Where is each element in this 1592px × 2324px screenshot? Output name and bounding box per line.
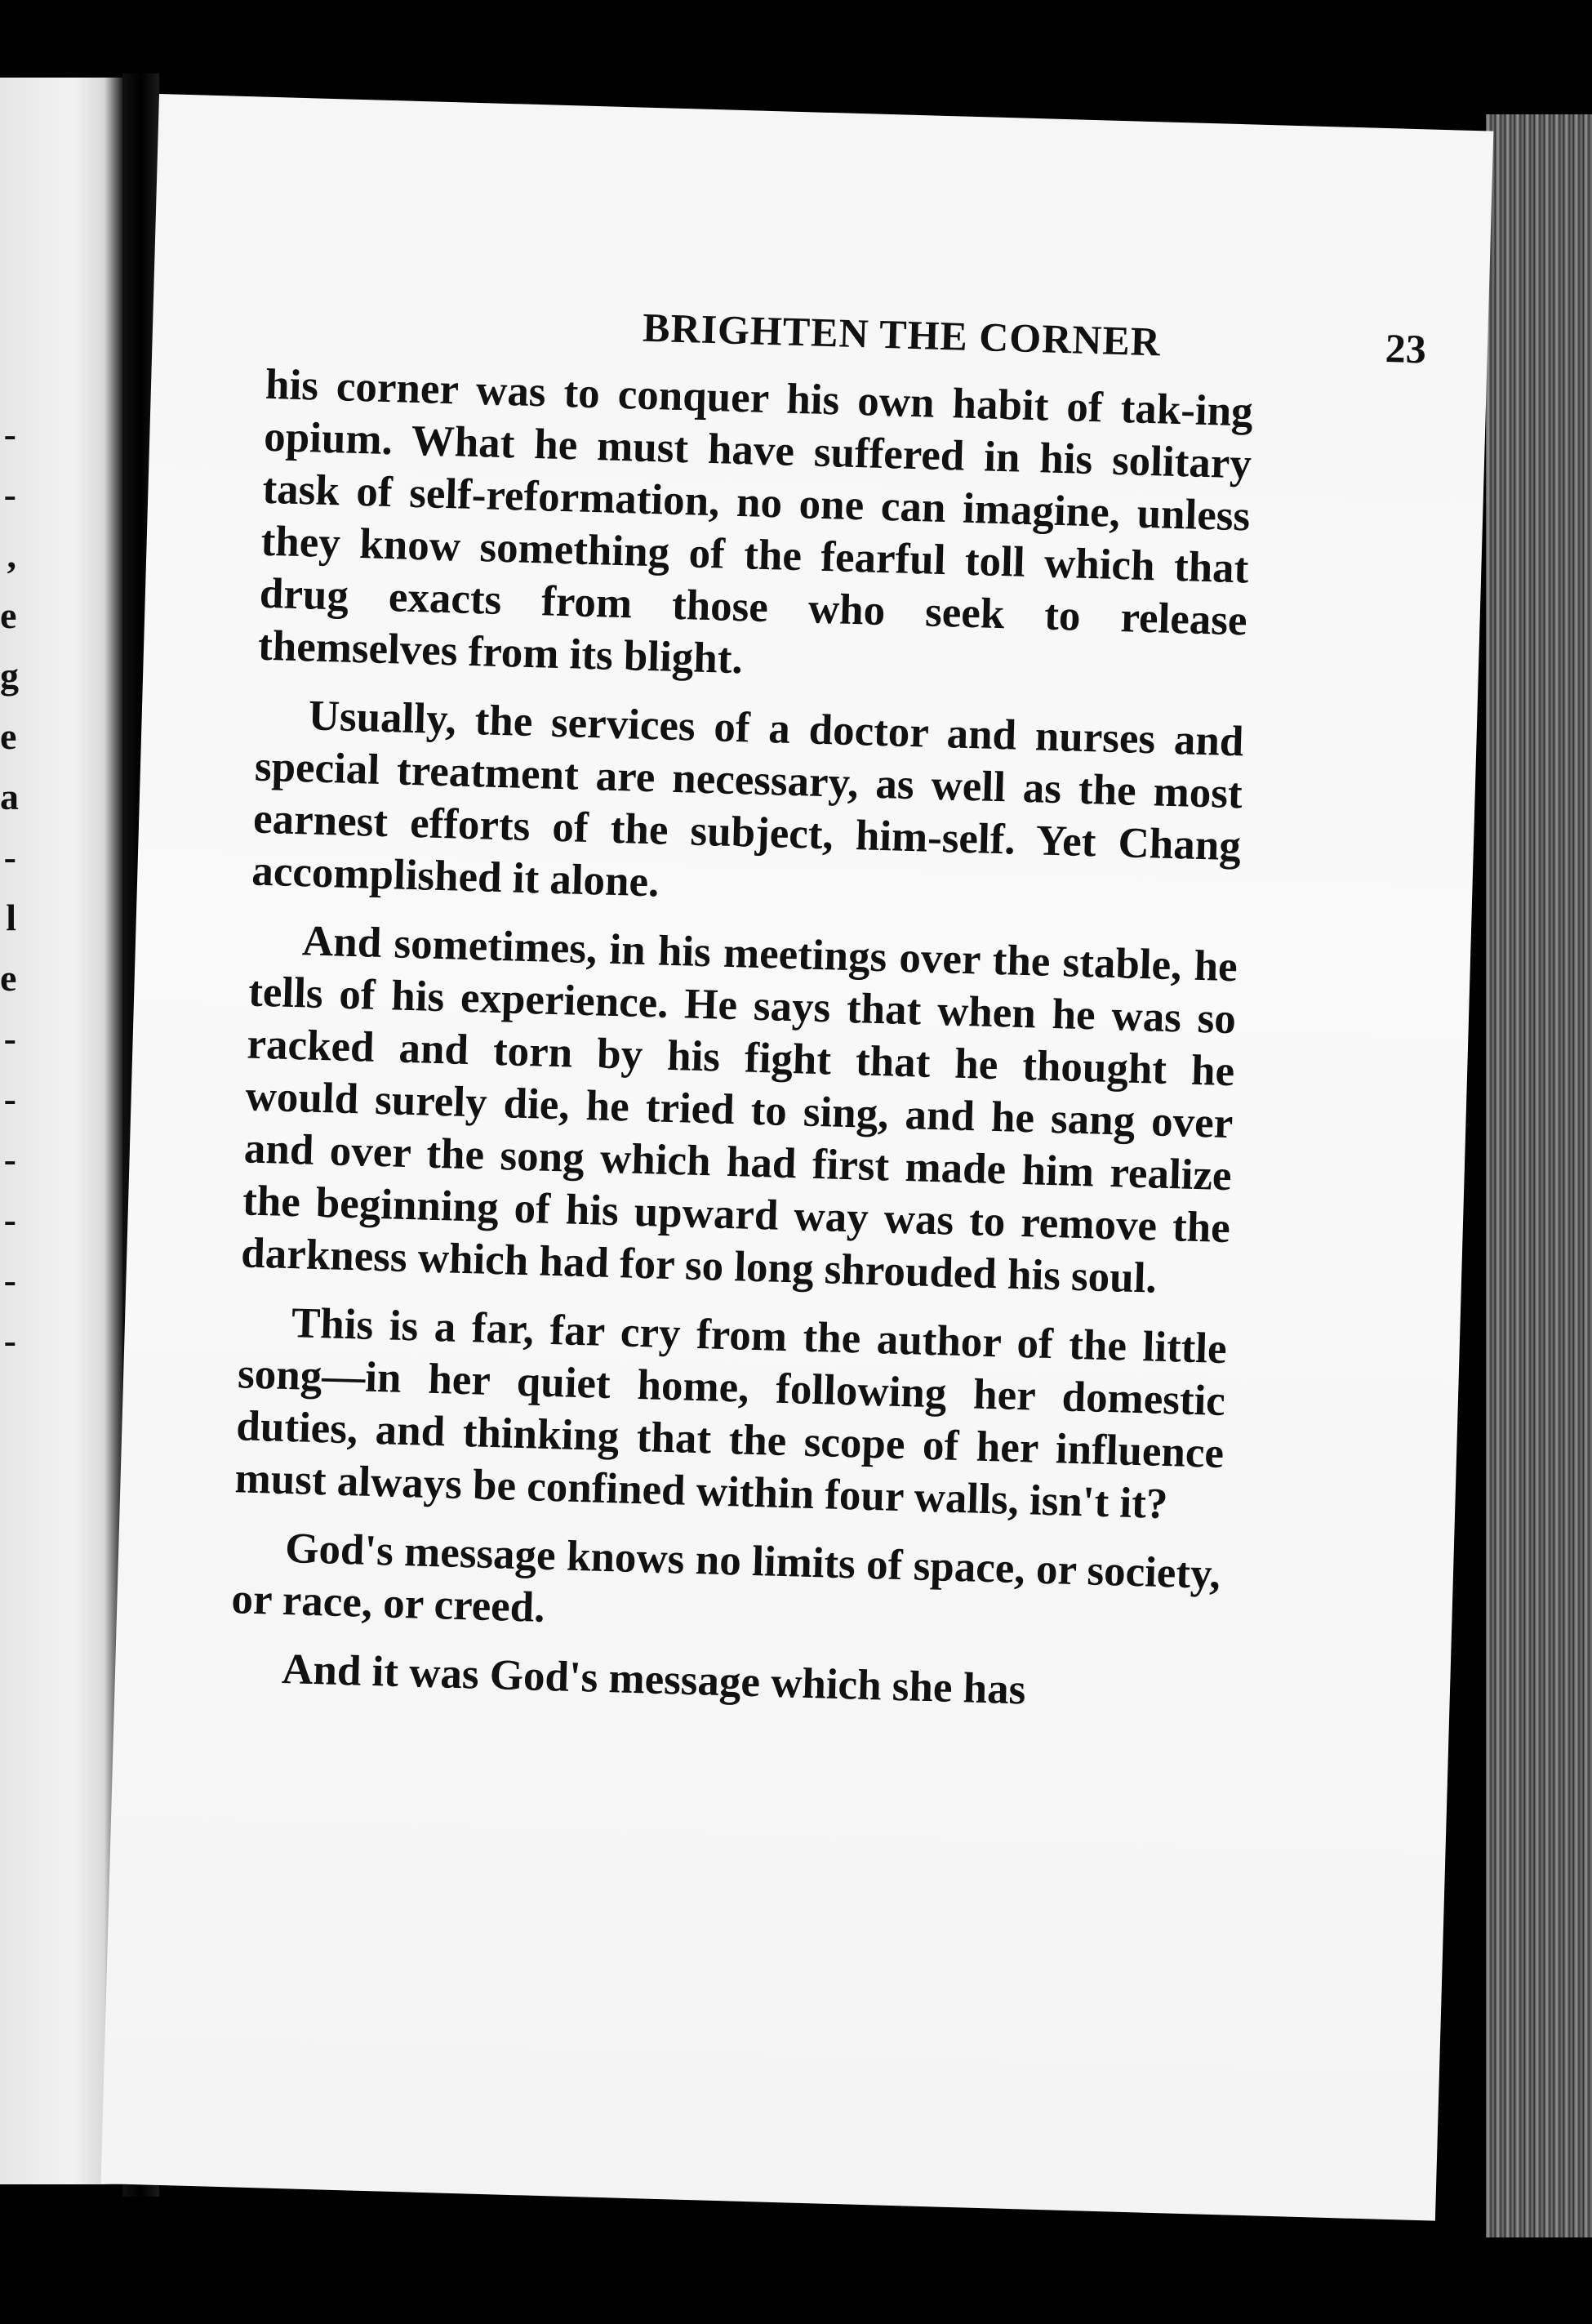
book-page — [101, 94, 1494, 2221]
left-edge-char: - — [3, 474, 16, 515]
left-edge-char: g — [0, 655, 19, 697]
page-edges — [1486, 114, 1592, 2237]
left-edge-char: e — [0, 715, 17, 757]
left-edge-char: - — [3, 836, 16, 878]
paragraph: God's message knows no limits of space, or society, or race, or creed. — [230, 1525, 1221, 1632]
left-facing-page — [0, 78, 122, 2184]
paragraph: Usually, the services of a doctor and nurses and special treatment are necessary, as well as the most earnest efforts of the subject, him-self. Yet Chang accomplished it alone. — [251, 692, 1245, 906]
left-edge-char: - — [3, 1320, 16, 1361]
page-number: 23 — [1385, 325, 1427, 372]
running-title: BRIGHTEN THE CORNER — [642, 304, 1162, 365]
paragraph: And it was God's message which she has — [281, 1645, 1027, 1714]
left-edge-char: - — [3, 1138, 16, 1180]
body-text — [229, 358, 1254, 1738]
left-edge-char: e — [0, 594, 17, 636]
left-edge-char: a — [0, 776, 19, 817]
left-edge-char: e — [0, 957, 17, 999]
paragraph: his corner was to conquer his own habit of tak-ing opium. What he must have suffered in his solitary task of self-reformation, no one can imagine, unless they know something of the fearful toll which that drug exacts from those who seek to release themselves from its blight. — [257, 360, 1254, 683]
left-page-edge-text — [0, 404, 19, 1371]
paragraph: And sometimes, in his meetings over the stable, he tells of his experience. He says that when he was so racked and torn by his fight that he thought he would surely die, he tried to sing, and he sang over and over the song which had first made him realize the beginning of his upward way was to remove the darkness which had for so long shrouded his soul. — [240, 917, 1238, 1302]
left-edge-char: l — [6, 897, 16, 938]
left-edge-char: - — [3, 1199, 16, 1240]
left-edge-char: - — [3, 413, 16, 455]
left-edge-char: - — [3, 1078, 16, 1120]
left-edge-char: , — [7, 534, 16, 576]
paragraph: This is a far, far cry from the author of the little song—in her quiet home, following her domestic duties, and thinking that the scope of her influence must always be confined within four walls, isn't it? — [233, 1299, 1228, 1529]
left-edge-char: - — [3, 1259, 16, 1301]
left-edge-char: - — [3, 1017, 16, 1059]
